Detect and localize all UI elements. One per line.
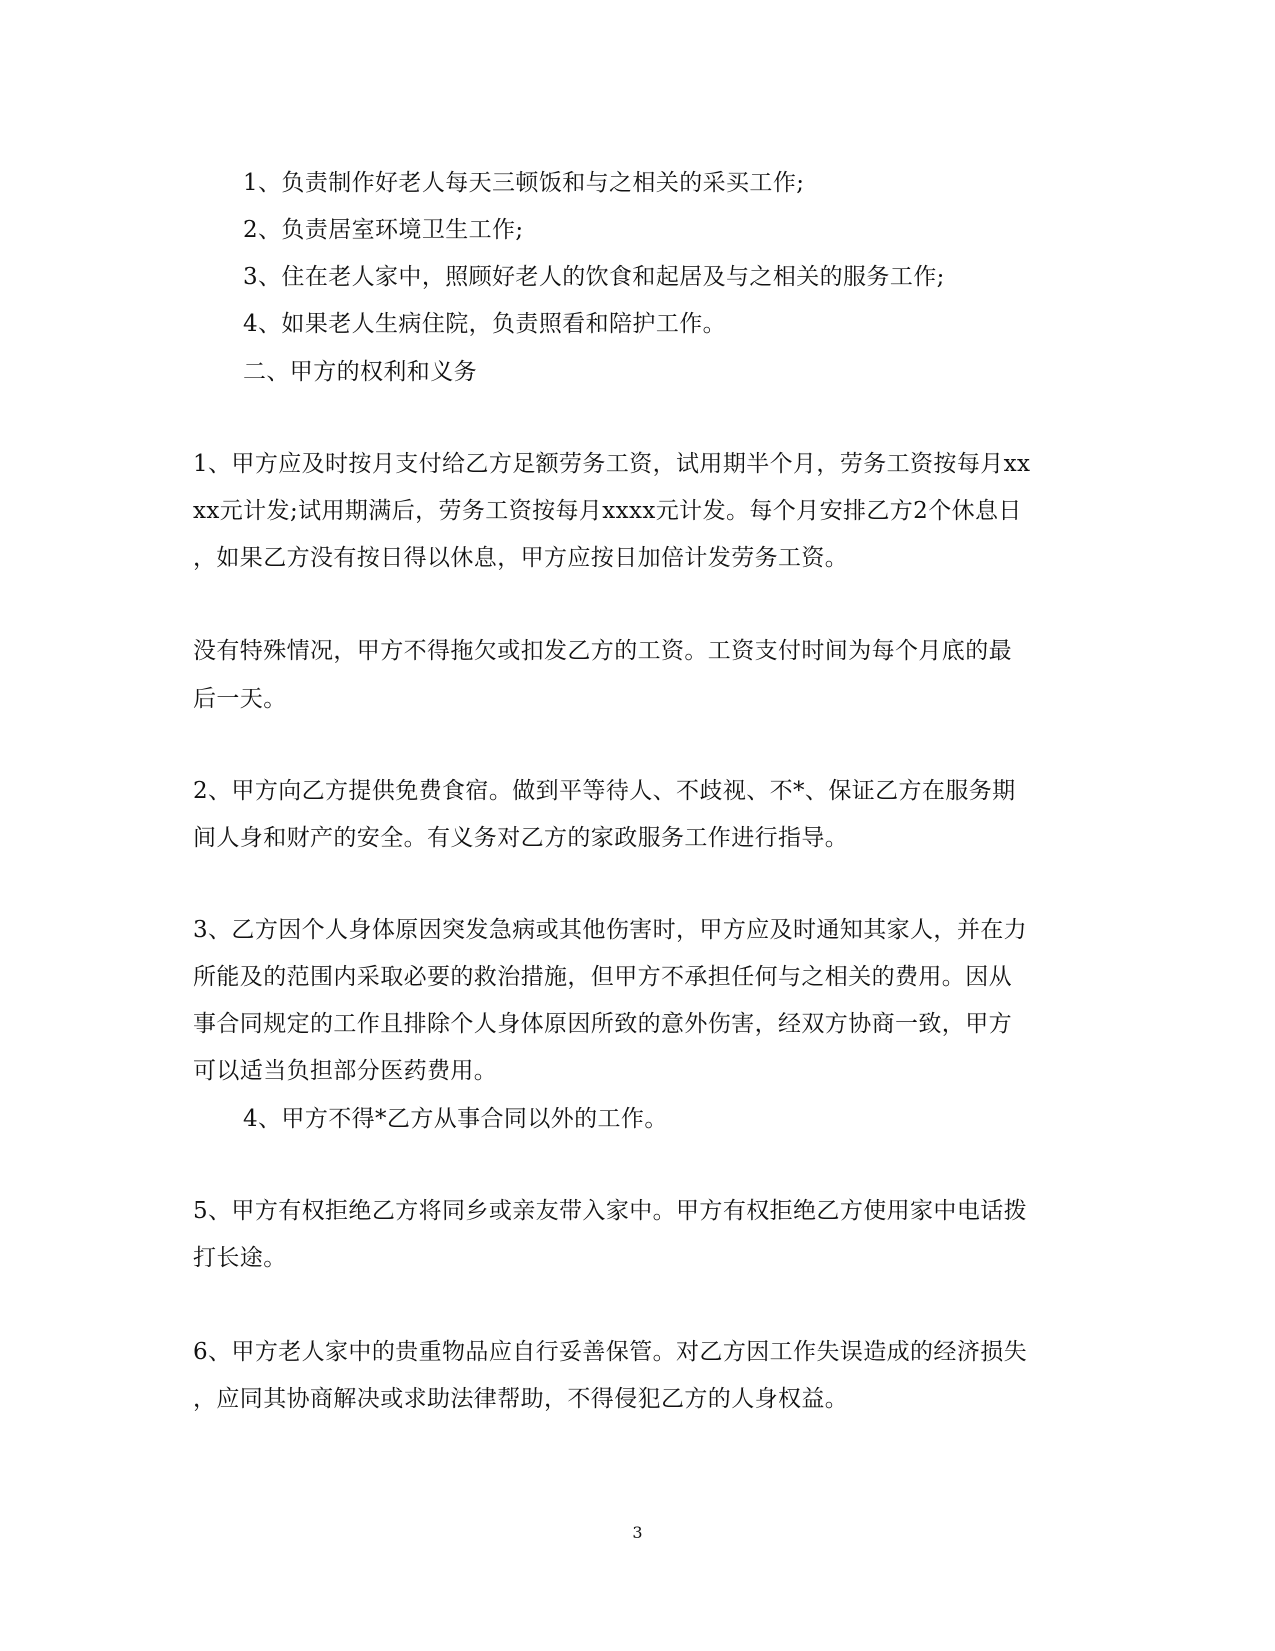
duty-item-3: 3、住在老人家中，照顾好老人的饮食和起居及与之相关的服务工作; [243, 264, 945, 290]
clause-2-line-1: 2、甲方向乙方提供免费食宿。做到平等待人、不歧视、不*、保证乙方在服务期 [193, 778, 1016, 804]
clause-2-line-2: 间人身和财产的安全。有义务对乙方的家政服务工作进行指导。 [193, 825, 849, 851]
clause-6-line-1: 6、甲方老人家中的贵重物品应自行妥善保管。对乙方因工作失误造成的经济损失 [193, 1339, 1028, 1365]
clause-5-line-2: 打长途。 [193, 1245, 287, 1271]
clause-3-line-3: 事合同规定的工作且排除个人身体原因所致的意外伤害，经双方协商一致，甲方 [193, 1011, 1012, 1037]
duty-item-2: 2、负责居室环境卫生工作; [243, 217, 524, 243]
clause-5-line-1: 5、甲方有权拒绝乙方将同乡或亲友带入家中。甲方有权拒绝乙方使用家中电话拨 [193, 1198, 1028, 1224]
clause-1-line-1: 1、甲方应及时按月支付给乙方足额劳务工资，试用期半个月，劳务工资按每月xx [193, 451, 1031, 477]
clause-1-line-3: ，如果乙方没有按日得以休息，甲方应按日加倍计发劳务工资。 [193, 545, 849, 571]
page-number: 3 [632, 1523, 643, 1542]
clause-6-line-2: ，应同其协商解决或求助法律帮助，不得侵犯乙方的人身权益。 [193, 1386, 849, 1412]
clause-4-line-1: 4、甲方不得*乙方从事合同以外的工作。 [243, 1106, 668, 1132]
duty-item-1: 1、负责制作好老人每天三顿饭和与之相关的采买工作; [243, 170, 805, 196]
clause-3-line-4: 可以适当负担部分医药费用。 [193, 1058, 498, 1084]
clause-3-line-2: 所能及的范围内采取必要的救治措施，但甲方不承担任何与之相关的费用。因从 [193, 964, 1012, 990]
section-heading: 二、甲方的权利和义务 [243, 359, 477, 385]
clause-1-note-line-2: 后一天。 [193, 686, 287, 712]
clause-1-line-2: xx元计发;试用期满后，劳务工资按每月xxxx元计发。每个月安排乙方2个休息日 [193, 498, 1022, 524]
clause-3-line-1: 3、乙方因个人身体原因突发急病或其他伤害时，甲方应及时通知其家人，并在力 [193, 917, 1028, 943]
duty-item-4: 4、如果老人生病住院，负责照看和陪护工作。 [243, 311, 727, 337]
clause-1-note-line-1: 没有特殊情况，甲方不得拖欠或扣发乙方的工资。工资支付时间为每个月底的最 [193, 638, 1012, 664]
